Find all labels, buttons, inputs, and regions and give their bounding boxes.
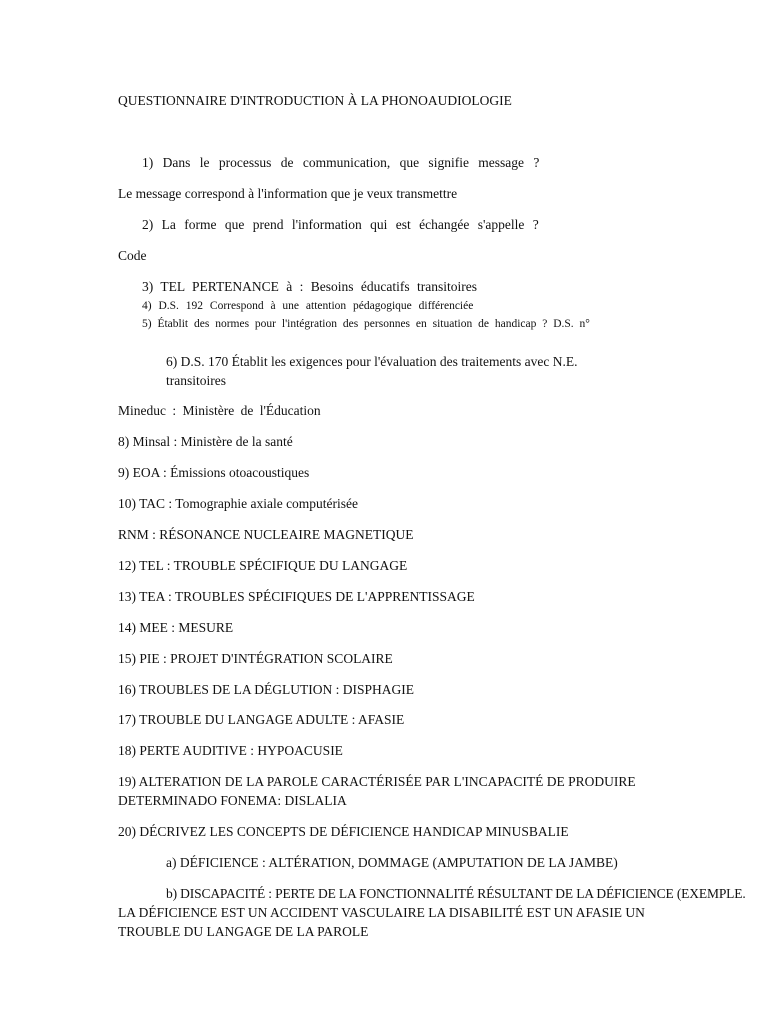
- item-9: 9) EOA : Émissions otoacoustiques: [118, 465, 310, 480]
- item-13: 13) TEA : TROUBLES SPÉCIFIQUES DE L'APPRENTISSAGE: [118, 589, 475, 604]
- item-8: 8) Minsal : Ministère de la santé: [118, 434, 293, 449]
- answer-1: Le message correspond à l'information que je veux transmettre: [118, 186, 458, 201]
- item-3: 3) TEL PERTENANCE à : Besoins éducatifs transitoires: [142, 279, 478, 294]
- item-12: 12) TEL : TROUBLE SPÉCIFIQUE DU LANGAGE: [118, 558, 408, 573]
- item-20-b: b) DISCAPACITÉ : PERTE DE LA FONCTIONNALITÉ RÉSULTANT DE LA DÉFICIENCE (EXEMPLE.: [166, 886, 746, 901]
- question-2: 2) La forme que prend l'information qui est échangée s'appelle ?: [142, 217, 539, 232]
- question-1: 1) Dans le processus de communication, que signifie message ?: [142, 155, 540, 170]
- item-10: 10) TAC : Tomographie axiale computérisée: [118, 496, 359, 511]
- item-6-continued: transitoires: [166, 373, 226, 388]
- item-20-a: a) DÉFICIENCE : ALTÉRATION, DOMMAGE (AMPUTATION DE LA JAMBE): [166, 855, 618, 870]
- item-19-continued: DETERMINADO FONEMA: DISLALIA: [118, 793, 347, 808]
- item-6: 6) D.S. 170 Établit les exigences pour l'évaluation des traitements avec N.E.: [166, 354, 578, 369]
- item-20-b-continued-1: LA DÉFICIENCE EST UN ACCIDENT VASCULAIRE LA DISABILITÉ EST UN AFASIE UN: [118, 905, 645, 920]
- item-20-b-continued-2: TROUBLE DU LANGAGE DE LA PAROLE: [118, 924, 369, 939]
- item-mineduc: Mineduc : Ministère de l'Éducation: [118, 403, 321, 418]
- item-rnm: RNM : RÉSONANCE NUCLEAIRE MAGNETIQUE: [118, 527, 414, 542]
- item-20: 20) DÉCRIVEZ LES CONCEPTS DE DÉFICIENCE HANDICAP MINUSBALIE: [118, 824, 569, 839]
- item-5: 5) Établit des normes pour l'intégration des personnes en situation de handicap ? D.S. n°: [142, 318, 590, 330]
- item-4: 4) D.S. 192 Correspond à une attention pédagogique différenciée: [142, 300, 474, 312]
- item-14: 14) MEE : MESURE: [118, 620, 234, 635]
- item-16: 16) TROUBLES DE LA DÉGLUTION : DISPHAGIE: [118, 682, 414, 697]
- item-18: 18) PERTE AUDITIVE : HYPOACUSIE: [118, 743, 343, 758]
- item-19: 19) ALTERATION DE LA PAROLE CARACTÉRISÉE PAR L'INCAPACITÉ DE PRODUIRE: [118, 774, 636, 789]
- document-title: QUESTIONNAIRE D'INTRODUCTION À LA PHONOAUDIOLOGIE: [118, 93, 512, 108]
- item-15: 15) PIE : PROJET D'INTÉGRATION SCOLAIRE: [118, 651, 393, 666]
- item-17: 17) TROUBLE DU LANGAGE ADULTE : AFASIE: [118, 712, 405, 727]
- answer-2: Code: [118, 248, 147, 263]
